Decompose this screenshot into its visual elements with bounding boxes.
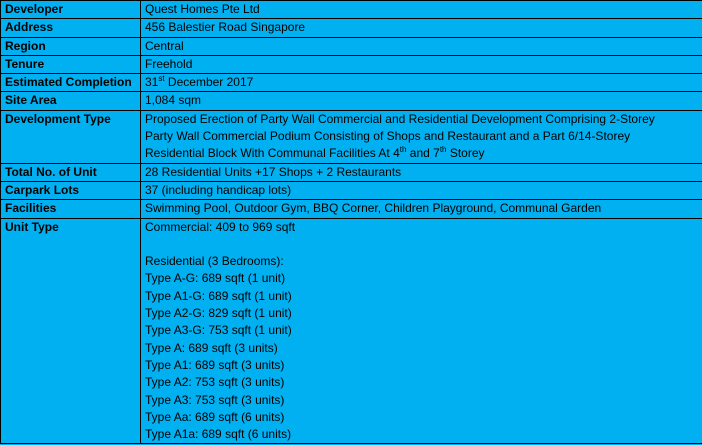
row-value: Central [141,37,702,55]
ordinal-suffix: th [439,145,447,155]
value-line: Residential (3 Bedrooms): [145,254,284,269]
table-row-carpark-lots [1,181,702,199]
row-value [141,74,702,92]
row-value: 28 Residential Units +17 Shops + 2 Restaurants [141,163,702,181]
row-value: 37 (including handicap lots) [141,181,702,199]
ordinal-suffix: st [158,74,165,84]
table-row-developer [1,1,702,19]
value-text: Storey [446,146,485,161]
row-label: Address [1,19,141,37]
value-line: Type A1-G: 689 sqft (1 unit) [145,288,292,303]
value-text: 31 [145,75,159,90]
table-row-unit-type [1,218,702,444]
row-value: Freehold [141,55,702,73]
value-line: Type A-G: 689 sqft (1 unit) [145,271,286,286]
row-label: Unit Type [1,218,141,444]
value-text: December 2017 [164,75,254,90]
row-value [141,218,702,444]
table-row-estimated-completion [1,74,702,92]
value-line: Type A1: 689 sqft (3 units) [145,357,285,372]
row-label: Estimated Completion [1,74,141,92]
row-label: Developer [1,1,141,19]
row-label: Site Area [1,92,141,110]
row-value: 456 Balestier Road Singapore [141,19,702,37]
value-line: Type A1a: 689 sqft (6 units) [145,427,292,442]
row-label: Region [1,37,141,55]
value-line: Type A3-G: 753 sqft (1 unit) [145,323,292,338]
table-row-total-units [1,163,702,181]
value-line: Type A2: 753 sqft (3 units) [145,375,285,390]
table-row-development-type [1,110,702,163]
row-label: Facilities [1,200,141,218]
table-row-site-area [1,92,702,110]
row-label: Carpark Lots [1,181,141,199]
value-line: Type A3: 753 sqft (3 units) [145,392,285,407]
row-label: Tenure [1,55,141,73]
value-text: Residential Block With Communal Facilities At 4 [145,146,400,161]
row-label: Total No. of Unit [1,163,141,181]
table-row-tenure [1,55,702,73]
row-value: 1,084 sqm [141,92,702,110]
row-value: Swimming Pool, Outdoor Gym, BBQ Corner, Children Playground, Communal Garden [141,200,702,218]
ordinal-suffix: th [399,145,407,155]
value-line: Type Aa: 689 sqft (6 units) [145,409,285,424]
blank-line [145,236,698,253]
value-line: Proposed Erection of Party Wall Commercial and Residential Development Comprising 2-Storey [145,111,655,126]
value-line: Commercial: 409 to 969 sqft [145,219,296,234]
value-line: Type A: 689 sqft (3 units) [145,340,278,355]
table-row-facilities [1,200,702,218]
value-line: Party Wall Commercial Podium Consisting of Shops and Restaurant and a Part 6/14-Storey [145,129,631,144]
row-value [141,110,702,163]
table-row-address [1,19,702,37]
value-line: Type A2-G: 829 sqft (1 unit) [145,306,292,321]
value-text: and 7 [406,146,440,161]
table-row-region [1,37,702,55]
row-value: Quest Homes Pte Ltd [141,1,702,19]
value-line [145,145,698,162]
row-label: Development Type [1,110,141,163]
